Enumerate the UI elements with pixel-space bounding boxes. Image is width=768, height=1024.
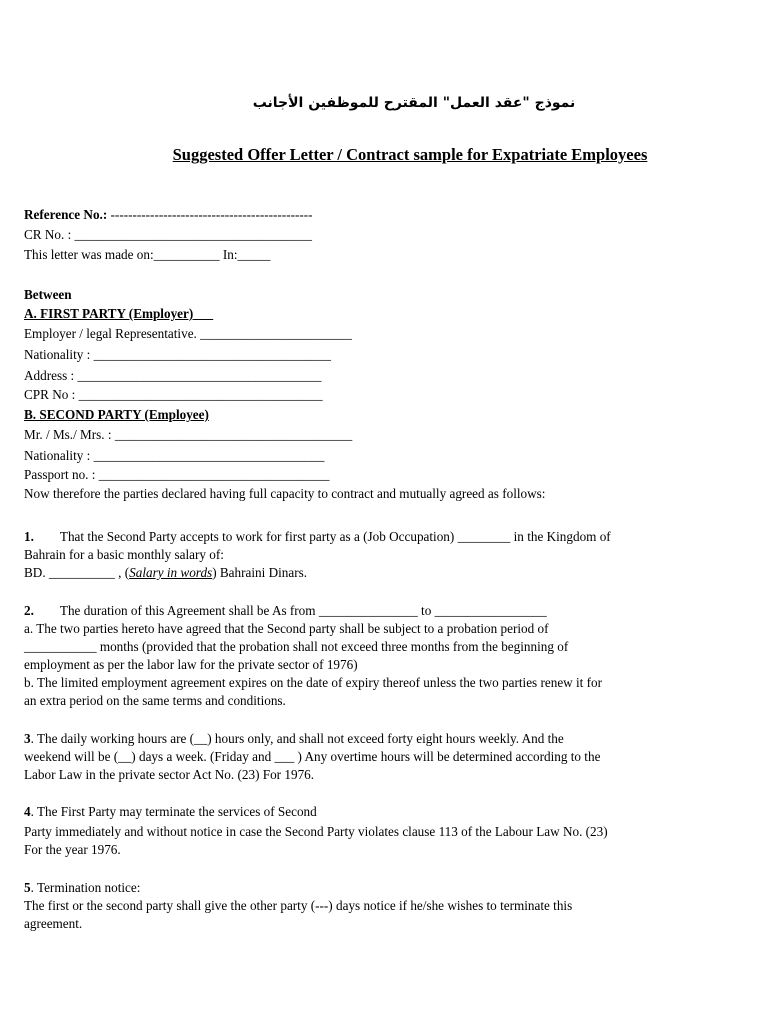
clause-3-line-1 — [24, 730, 724, 748]
clause-5-line-1 — [24, 879, 724, 897]
clause-1-number: 1. — [24, 529, 34, 544]
clause-4-text-1: . The First Party may terminate the services of Second — [30, 804, 317, 819]
clause-2-a-line-1: a. The two parties hereto have agreed that the Second party shall be subject to a probation period of — [24, 621, 549, 636]
clause-5-line-2: The first or the second party shall give the other party (---) days notice if he/she wishes to terminate this — [24, 898, 573, 913]
first-party-heading-line — [24, 305, 724, 323]
between-label: Between — [24, 287, 72, 302]
nationality-line-1: Nationality : ____________________________________ — [24, 347, 331, 362]
clause-2-text-1: The duration of this Agreement shall be As from _______________ to _________________ — [59, 603, 547, 618]
clause-4-line-3: For the year 1976. — [24, 842, 121, 857]
clause-3-number: 3 — [24, 731, 31, 746]
declaration-line: Now therefore the parties declared having full capacity to contract and mutually agreed as follows: — [24, 486, 546, 501]
clause-1-line-2: Bahrain for a basic monthly salary of: — [24, 547, 224, 562]
clause-1-salary-words: Salary in words — [129, 565, 213, 580]
cr-line: CR No. : ____________________________________ — [24, 227, 312, 242]
clause-3 — [24, 730, 724, 784]
clause-3-line-2: weekend will be (__) days a week. (Friday and ___ ) Any overtime hours will be determined according to the — [24, 749, 601, 764]
address-line: Address : _____________________________________ — [24, 368, 322, 383]
clause-4-line-2: Party immediately and without notice in case the Second Party violates clause 113 of the Labour Law No. (23) — [24, 824, 608, 839]
reference-label: Reference No.: — [24, 207, 108, 222]
clause-5 — [24, 879, 724, 933]
mr-ms-line: Mr. / Ms./ Mrs. : ____________________________________ — [24, 427, 353, 442]
clause-2-line-1 — [24, 602, 724, 620]
clause-2-a-line-3: employment as per the labor law for the private sector of 1976) — [24, 657, 358, 672]
employer-rep-line: Employer / legal Representative. _______________________ — [24, 326, 352, 341]
clause-4 — [24, 803, 724, 859]
clause-5-number: 5 — [24, 880, 31, 895]
clause-2 — [24, 602, 724, 710]
clause-1-text-1: That the Second Party accepts to work for first party as a (Job Occupation) ________ in the Kingdom of — [59, 529, 611, 544]
clause-2-b-line-2: an extra period on the same terms and conditions. — [24, 693, 286, 708]
made-on-line: This letter was made on:__________ In:_____ — [24, 247, 271, 262]
clause-1-salary-tail: ) Bahraini Dinars. — [212, 565, 308, 580]
clause-1-line-1 — [24, 528, 724, 546]
clause-4-line-1 — [24, 803, 724, 821]
clause-3-text-1: . The daily working hours are (__) hours only, and shall not exceed forty eight hours weekly. And the — [30, 731, 564, 746]
clause-2-number: 2. — [24, 603, 34, 618]
second-party-heading: B. SECOND PARTY (Employee) — [24, 407, 209, 422]
clause-2-b-line-1: b. The limited employment agreement expires on the date of expiry thereof unless the two parties renew it for — [24, 675, 602, 690]
nationality-line-2: Nationality : ___________________________________ — [24, 448, 325, 463]
first-party-heading-tail: ___ — [193, 306, 214, 321]
clause-2-a-line-2: ___________ months (provided that the probation shall not exceed three months from the beginning of — [24, 639, 569, 654]
parties-section — [24, 286, 724, 503]
reference-section — [24, 206, 724, 264]
passport-line: Passport no. : ___________________________________ — [24, 467, 330, 482]
reference-line — [24, 206, 724, 224]
first-party-heading: A. FIRST PARTY (Employer) — [24, 306, 194, 321]
clause-1-line-3 — [24, 564, 724, 582]
clause-5-line-3: agreement. — [24, 916, 83, 931]
arabic-title: نموذج "عقد العمل" المقترح للموظفين الأجانب — [252, 95, 576, 111]
reference-value: ---------------------------------------------- — [107, 207, 313, 222]
clause-5-text-1: . Termination notice: — [30, 880, 141, 895]
cpr-line: CPR No : _____________________________________ — [24, 387, 323, 402]
clause-1 — [24, 528, 724, 582]
clause-3-line-3: Labor Law in the private sector Act No. (23) For 1976. — [24, 767, 315, 782]
clause-4-number: 4 — [24, 804, 31, 819]
document-title: Suggested Offer Letter / Contract sample for Expatriate Employees — [172, 145, 648, 164]
clause-1-salary-bd: BD. __________ , ( — [24, 565, 130, 580]
